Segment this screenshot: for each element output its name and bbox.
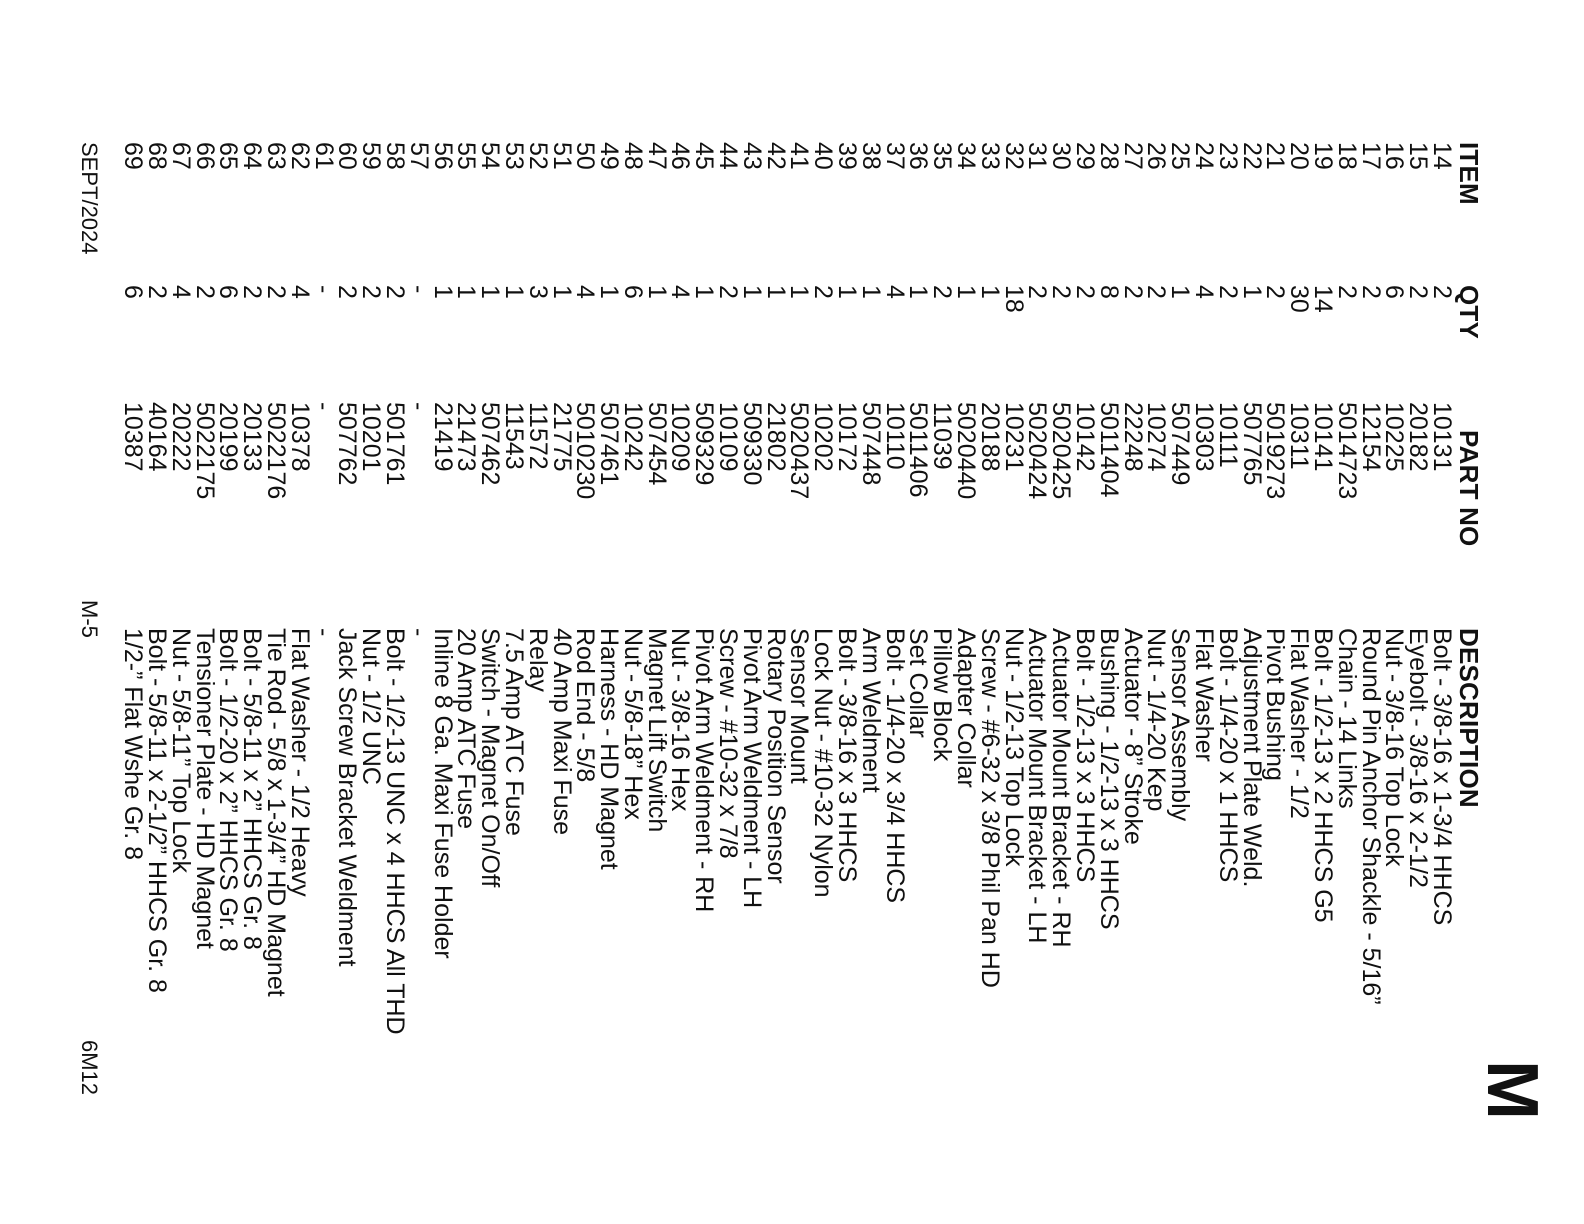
header-item: ITEM bbox=[1454, 142, 1484, 205]
footer-date: SEPT/2024 bbox=[77, 142, 102, 255]
cell-qty: 8 bbox=[1094, 285, 1123, 299]
cell-description: Nut - 3/8-16 Hex bbox=[666, 628, 695, 812]
cell-item: 65 bbox=[214, 142, 243, 170]
cell-item: 58 bbox=[380, 142, 409, 170]
cell-qty: 2 bbox=[1261, 285, 1290, 299]
cell-qty: 30 bbox=[1285, 285, 1314, 313]
cell-description: Actuator - 8” Stroke bbox=[1118, 628, 1147, 845]
cell-qty: 6 bbox=[618, 285, 647, 299]
cell-qty: 2 bbox=[809, 285, 838, 299]
cell-part-no: - bbox=[404, 402, 433, 411]
header-part-no: PART NO bbox=[1454, 430, 1484, 547]
cell-qty: 1 bbox=[499, 285, 528, 299]
cell-item: 60 bbox=[333, 142, 362, 170]
cell-qty: 2 bbox=[380, 285, 409, 299]
cell-item: 67 bbox=[166, 142, 195, 170]
cell-description: Chain - 14 Links bbox=[1332, 628, 1361, 809]
cell-part-no: 5022176 bbox=[261, 402, 290, 500]
cell-item: 62 bbox=[285, 142, 314, 170]
cell-item: 50 bbox=[571, 142, 600, 170]
cell-item: 59 bbox=[357, 142, 386, 170]
cell-qty: 3 bbox=[523, 285, 552, 299]
cell-qty: 2 bbox=[142, 285, 171, 299]
cell-description: Flat Washer bbox=[1190, 628, 1219, 762]
cell-description: Adjustment Plate Weld. bbox=[1237, 628, 1266, 888]
cell-part-no: 20199 bbox=[214, 402, 243, 472]
cell-item: 42 bbox=[761, 142, 790, 170]
cell-part-no: 5014723 bbox=[1332, 402, 1361, 500]
cell-part-no: 509330 bbox=[737, 402, 766, 486]
cell-qty: 1 bbox=[904, 285, 933, 299]
cell-item: 19 bbox=[1309, 142, 1338, 170]
cell-item: 14 bbox=[1428, 142, 1456, 170]
cell-item: 48 bbox=[618, 142, 647, 170]
cell-description: Sensor Assembly bbox=[1166, 628, 1195, 822]
cell-qty: 4 bbox=[1190, 285, 1219, 299]
cell-description: Bolt - 1/4-20 x 1 HHCS bbox=[1213, 628, 1242, 883]
cell-description: Bolt - 3/8-16 x 1-3/4 HHCS bbox=[1428, 628, 1456, 926]
cell-qty: 14 bbox=[1309, 285, 1338, 313]
cell-part-no: 5011404 bbox=[1094, 402, 1123, 498]
cell-description: Tensioner Plate - HD Magnet bbox=[190, 628, 219, 949]
cell-description: 1/2-” Flat Wshe Gr. 8 bbox=[119, 628, 148, 861]
cell-qty: - bbox=[404, 285, 433, 294]
cell-part-no: 10111 bbox=[1213, 402, 1242, 468]
cell-qty: 1 bbox=[737, 285, 766, 299]
cell-description: Lock Nut - #10-32 Nylon bbox=[809, 628, 838, 898]
cell-qty: 6 bbox=[1380, 285, 1409, 299]
cell-item: 52 bbox=[523, 142, 552, 170]
cell-item: 54 bbox=[476, 142, 505, 170]
cell-part-no: 10202 bbox=[809, 402, 838, 472]
cell-qty: 2 bbox=[1213, 285, 1242, 299]
cell-description: Rod End - 5/8 bbox=[571, 628, 600, 783]
cell-description: Nut - 3/8-16 Top Lock bbox=[1380, 628, 1409, 867]
cell-part-no: 10231 bbox=[999, 402, 1028, 472]
cell-part-no: 10172 bbox=[833, 402, 862, 472]
cell-description: Jack Screw Bracket Weldment bbox=[333, 628, 362, 967]
cell-qty: 2 bbox=[928, 285, 957, 299]
cell-part-no: 21473 bbox=[452, 402, 481, 472]
cell-qty: 2 bbox=[714, 285, 743, 299]
cell-part-no: 507448 bbox=[856, 402, 885, 486]
cell-item: 20 bbox=[1285, 142, 1314, 170]
cell-description: Screw - #6-32 x 3/8 Phil Pan HD bbox=[975, 628, 1004, 988]
cell-qty: 1 bbox=[428, 285, 457, 299]
cell-description: Inline 8 Ga. Maxi Fuse Holder bbox=[428, 628, 457, 959]
cell-item: 39 bbox=[833, 142, 862, 170]
cell-item: 55 bbox=[452, 142, 481, 170]
section-letter: M bbox=[1472, 1060, 1552, 1120]
cell-part-no: 507762 bbox=[333, 402, 362, 486]
cell-description: Pivot Arm Weldment - RH bbox=[690, 628, 719, 913]
cell-description: Rotary Position Sensor bbox=[761, 628, 790, 884]
cell-item: 68 bbox=[142, 142, 171, 170]
cell-item: 18 bbox=[1332, 142, 1361, 170]
cell-part-no: 10274 bbox=[1142, 402, 1171, 472]
cell-part-no: 10110 bbox=[880, 402, 909, 470]
cell-description: Pivot Bushing bbox=[1261, 628, 1290, 781]
cell-part-no: 11039 bbox=[928, 402, 957, 470]
cell-part-no: 12154 bbox=[1356, 402, 1385, 472]
cell-qty: 4 bbox=[166, 285, 195, 299]
cell-qty: 1 bbox=[690, 285, 719, 299]
cell-item: 32 bbox=[999, 142, 1028, 170]
cell-description: Bolt - 5/8-11 x 2” HHCS Gr. 8 bbox=[238, 628, 267, 950]
cell-description: Bolt - 1/4-20 x 3/4 HHCS bbox=[880, 628, 909, 904]
cell-part-no: 10242 bbox=[618, 402, 647, 472]
cell-qty: 2 bbox=[1332, 285, 1361, 299]
cell-item: 66 bbox=[190, 142, 219, 170]
cell-item: 44 bbox=[714, 142, 743, 170]
cell-description: Tie Rod - 5/8 x 1-3/4” HD Magnet bbox=[261, 628, 290, 997]
cell-item: 28 bbox=[1094, 142, 1123, 170]
cell-qty: 6 bbox=[214, 285, 243, 299]
cell-item: 40 bbox=[809, 142, 838, 170]
cell-description: Bolt - 3/8-16 x 3 HHCS bbox=[833, 628, 862, 883]
cell-description: Flat Washer - 1/2 Heavy bbox=[285, 628, 314, 897]
cell-item: 57 bbox=[404, 142, 433, 170]
cell-part-no: 10378 bbox=[285, 402, 314, 472]
cell-item: 63 bbox=[261, 142, 290, 170]
cell-item: 15 bbox=[1404, 142, 1433, 170]
cell-item: 45 bbox=[690, 142, 719, 170]
cell-item: 69 bbox=[119, 142, 148, 170]
cell-item: 49 bbox=[595, 142, 624, 170]
cell-qty: 1 bbox=[785, 285, 814, 299]
cell-qty: 2 bbox=[1047, 285, 1076, 299]
cell-description: Flat Washer - 1/2 bbox=[1285, 628, 1314, 819]
cell-qty: 2 bbox=[1356, 285, 1385, 299]
cell-item: 38 bbox=[856, 142, 885, 170]
cell-qty: 2 bbox=[238, 285, 267, 299]
cell-description: Nut - 1/2 UNC bbox=[357, 628, 386, 785]
cell-qty: 2 bbox=[1118, 285, 1147, 299]
cell-qty: 4 bbox=[571, 285, 600, 299]
header-qty: QTY bbox=[1454, 285, 1484, 340]
cell-description: Switch - Magnet On/Off bbox=[476, 628, 505, 888]
cell-part-no: 21802 bbox=[761, 402, 790, 472]
cell-item: 46 bbox=[666, 142, 695, 170]
cell-part-no: 509329 bbox=[690, 402, 719, 486]
cell-description: Bolt - 5/8-11 x 2-1/2” HHCS Gr. 8 bbox=[142, 628, 171, 993]
cell-item: 43 bbox=[737, 142, 766, 170]
cell-part-no: 5019273 bbox=[1261, 402, 1290, 500]
cell-description: Arm Weldment bbox=[856, 628, 885, 793]
cell-part-no: 5020425 bbox=[1047, 402, 1076, 500]
cell-item: 16 bbox=[1380, 142, 1409, 170]
cell-part-no: 10311 bbox=[1285, 402, 1314, 470]
cell-description: 7.5 Amp ATC Fuse bbox=[499, 628, 528, 836]
cell-description: Eyebolt - 3/8-16 x 2-1/2 bbox=[1404, 628, 1433, 888]
cell-part-no: - bbox=[309, 402, 338, 411]
footer-page-number: M-5 bbox=[77, 600, 102, 638]
cell-description: Screw - #10-32 x 7/8 bbox=[714, 628, 743, 859]
cell-part-no: 10141 bbox=[1309, 402, 1338, 472]
cell-part-no: 22248 bbox=[1118, 402, 1147, 472]
cell-description: Sensor Mount bbox=[785, 628, 814, 784]
cell-qty: 1 bbox=[452, 285, 481, 299]
cell-qty: 1 bbox=[642, 285, 671, 299]
cell-description: Bolt - 1/2-13 UNC x 4 HHCS All THD bbox=[380, 628, 409, 1035]
cell-qty: 1 bbox=[547, 285, 576, 299]
cell-part-no: 10303 bbox=[1190, 402, 1219, 472]
cell-description: Pivot Arm Weldment - LH bbox=[737, 628, 766, 909]
cell-qty: 4 bbox=[666, 285, 695, 299]
cell-item: 33 bbox=[975, 142, 1004, 170]
cell-qty: 2 bbox=[1142, 285, 1171, 299]
cell-part-no: 5020440 bbox=[952, 402, 981, 500]
cell-part-no: 11572 bbox=[523, 402, 552, 470]
cell-qty: 4 bbox=[285, 285, 314, 299]
cell-item: 23 bbox=[1213, 142, 1242, 170]
cell-description: Bolt - 1/2-13 x 3 HHCS bbox=[1071, 628, 1100, 883]
cell-part-no: 20188 bbox=[975, 402, 1004, 472]
cell-qty: 1 bbox=[1166, 285, 1195, 299]
cell-qty: 1 bbox=[975, 285, 1004, 299]
cell-part-no: 507765 bbox=[1237, 402, 1266, 486]
cell-part-no: 10201 bbox=[357, 402, 386, 472]
cell-description: Bolt - 1/2-13 x 2 HHCS G5 bbox=[1309, 628, 1338, 923]
cell-qty: 1 bbox=[761, 285, 790, 299]
cell-qty: 1 bbox=[833, 285, 862, 299]
cell-part-no: 10109 bbox=[714, 402, 743, 472]
cell-part-no: 20182 bbox=[1404, 402, 1433, 472]
cell-qty: 2 bbox=[1404, 285, 1433, 299]
cell-part-no: 501761 bbox=[380, 402, 409, 486]
cell-description: Actuator Mount Bracket - RH bbox=[1047, 628, 1076, 948]
cell-part-no: 5022175 bbox=[190, 402, 219, 500]
cell-part-no: 507461 bbox=[595, 402, 624, 486]
cell-description: Bolt - 1/2-20 x 2” HHCS Gr. 8 bbox=[214, 628, 243, 952]
cell-part-no: 40164 bbox=[142, 402, 171, 472]
header-description: DESCRIPTION bbox=[1454, 628, 1484, 808]
cell-qty: 2 bbox=[1428, 285, 1456, 299]
cell-item: 61 bbox=[309, 142, 338, 170]
cell-description: - bbox=[309, 628, 338, 637]
cell-qty: 2 bbox=[333, 285, 362, 299]
cell-item: 37 bbox=[880, 142, 909, 170]
cell-description: 20 Amp ATC Fuse bbox=[452, 628, 481, 830]
cell-part-no: 507462 bbox=[476, 402, 505, 486]
cell-part-no: 21419 bbox=[428, 402, 457, 472]
cell-qty: 1 bbox=[856, 285, 885, 299]
cell-part-no: 5020424 bbox=[1023, 402, 1052, 500]
cell-part-no: 10209 bbox=[666, 402, 695, 472]
cell-description: Round Pin Anchor Shackle - 5/16” bbox=[1356, 628, 1385, 1005]
cell-description: Pillow Block bbox=[928, 628, 957, 762]
cell-qty: 2 bbox=[357, 285, 386, 299]
cell-item: 25 bbox=[1166, 142, 1195, 170]
cell-qty: 1 bbox=[476, 285, 505, 299]
cell-item: 34 bbox=[952, 142, 981, 170]
cell-part-no: 10225 bbox=[1380, 402, 1409, 472]
cell-qty: - bbox=[309, 285, 338, 294]
cell-part-no: 10131 bbox=[1428, 402, 1456, 472]
cell-part-no: 507449 bbox=[1166, 402, 1195, 486]
cell-item: 31 bbox=[1023, 142, 1052, 170]
cell-item: 64 bbox=[238, 142, 267, 170]
cell-part-no: 20133 bbox=[238, 402, 267, 472]
cell-description: - bbox=[404, 628, 433, 637]
cell-part-no: 5011406 bbox=[904, 402, 933, 498]
cell-item: 27 bbox=[1118, 142, 1147, 170]
cell-part-no: 507454 bbox=[642, 402, 671, 486]
cell-item: 47 bbox=[642, 142, 671, 170]
cell-description: 40 Amp Maxi Fuse bbox=[547, 628, 576, 836]
cell-item: 51 bbox=[547, 142, 576, 170]
cell-description: Actuator Mount Bracket - LH bbox=[1023, 628, 1052, 944]
cell-item: 21 bbox=[1261, 142, 1290, 170]
cell-item: 24 bbox=[1190, 142, 1219, 170]
cell-part-no: 10387 bbox=[119, 402, 148, 472]
cell-description: Relay bbox=[523, 628, 552, 692]
cell-item: 56 bbox=[428, 142, 457, 170]
cell-qty: 1 bbox=[952, 285, 981, 299]
cell-part-no: 20222 bbox=[166, 402, 195, 472]
cell-item: 29 bbox=[1071, 142, 1100, 170]
cell-item: 17 bbox=[1356, 142, 1385, 170]
cell-qty: 1 bbox=[595, 285, 624, 299]
cell-qty: 2 bbox=[261, 285, 290, 299]
cell-item: 30 bbox=[1047, 142, 1076, 170]
cell-description: Nut - 1/4-20 Kep bbox=[1142, 628, 1171, 812]
cell-part-no: 11543 bbox=[499, 402, 528, 470]
cell-part-no: 5020437 bbox=[785, 402, 814, 500]
cell-description: Set Collar bbox=[904, 628, 933, 738]
cell-item: 41 bbox=[785, 142, 814, 170]
cell-qty: 2 bbox=[1071, 285, 1100, 299]
cell-item: 22 bbox=[1237, 142, 1266, 170]
cell-qty: 4 bbox=[880, 285, 909, 299]
cell-part-no: 5010230 bbox=[571, 402, 600, 500]
cell-part-no: 10142 bbox=[1071, 402, 1100, 472]
cell-item: 26 bbox=[1142, 142, 1171, 170]
cell-description: Nut - 5/8-11” Top Lock bbox=[166, 628, 195, 874]
cell-description: Nut - 1/2-13 Top Lock bbox=[999, 628, 1028, 867]
cell-description: Magnet Lift Switch bbox=[642, 628, 671, 833]
cell-qty: 1 bbox=[1237, 285, 1266, 299]
cell-item: 36 bbox=[904, 142, 933, 170]
cell-description: Adapter Collar bbox=[952, 628, 981, 788]
footer-doc-code: 6M12 bbox=[77, 1040, 102, 1096]
cell-item: 35 bbox=[928, 142, 957, 170]
cell-description: Nut - 5/8-18” Hex bbox=[618, 628, 647, 820]
cell-qty: 2 bbox=[1023, 285, 1052, 299]
cell-qty: 2 bbox=[190, 285, 219, 299]
cell-qty: 18 bbox=[999, 285, 1028, 313]
cell-description: Harness - HD Magnet bbox=[595, 628, 624, 870]
cell-item: 53 bbox=[499, 142, 528, 170]
cell-part-no: 21775 bbox=[547, 402, 576, 472]
cell-description: Bushing - 1/2-13 x 3 HHCS bbox=[1094, 628, 1123, 930]
cell-qty: 6 bbox=[119, 285, 148, 299]
